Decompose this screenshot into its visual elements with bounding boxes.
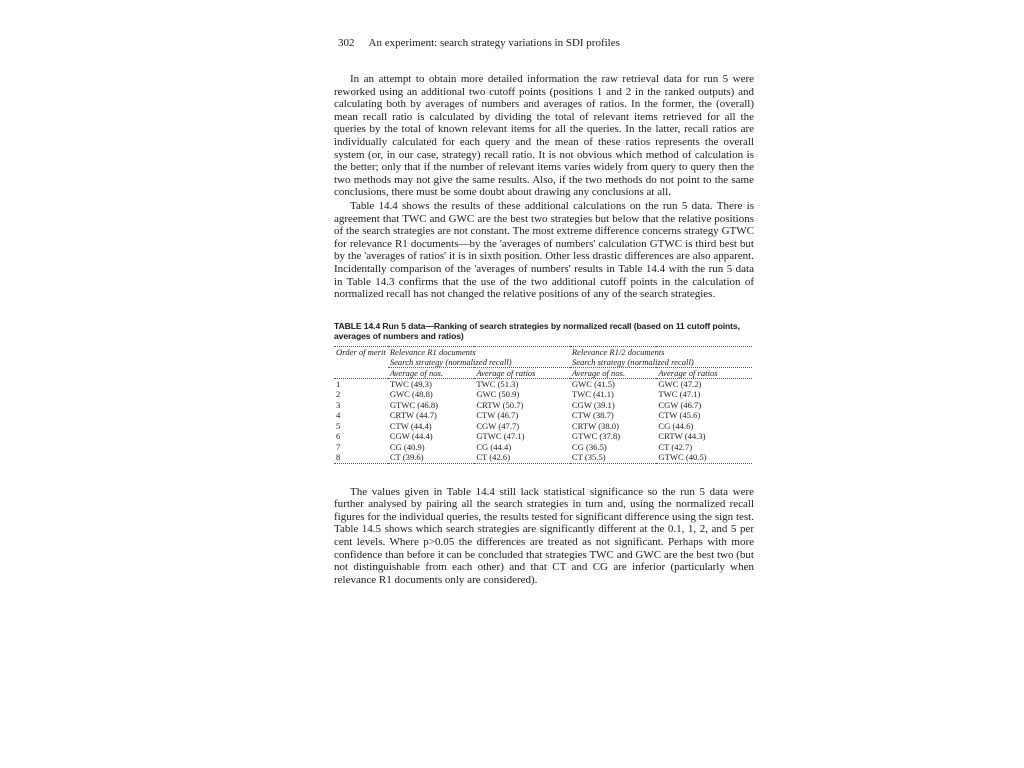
page-number: 302 <box>338 37 355 49</box>
r12-ratios-cell: GTWC (40.5) <box>658 452 707 463</box>
table-row <box>334 410 752 421</box>
r1-ratios-cell: CGW (47.7) <box>476 420 520 431</box>
table-caption-label: TABLE 14.4 <box>334 320 381 331</box>
table-column-header-row <box>334 367 752 378</box>
table-row <box>334 442 752 453</box>
table-row <box>334 421 752 432</box>
table-subheader-row <box>334 357 752 368</box>
table-row <box>334 389 752 400</box>
r12-ratios-cell: TWC (47.1) <box>658 389 701 400</box>
table-caption-text: Run 5 data—Ranking of search strategies by normalized recall (based on 11 cutoff points, averages of numbers and ratios) <box>334 320 740 342</box>
r1-ratios-cell: TWC (51.3) <box>476 378 519 389</box>
r12-nos-cell: CGW (39.1) <box>571 399 615 410</box>
order-cell: 8 <box>336 452 341 463</box>
order-cell: 2 <box>336 389 341 400</box>
col-header-r1-avg-nos: Average of nos. <box>388 367 475 378</box>
running-head-title: An experiment: search strategy variations in SDI profiles <box>368 37 620 49</box>
col-header-r1-avg-ratios: Average of ratios <box>474 367 570 378</box>
r1-ratios-cell: CT (42.6) <box>476 452 511 463</box>
col-header-r12-avg-nos: Average of nos. <box>570 367 657 378</box>
r12-nos-cell: CRTW (38.0) <box>571 420 619 431</box>
r12-ratios-cell: CTW (45.6) <box>658 410 701 421</box>
r1-nos-cell: CG (40.9) <box>389 441 425 452</box>
subheader-r1: Search strategy (normalized recall) <box>388 357 570 368</box>
order-of-merit-header: Order of merit <box>336 346 386 357</box>
table-row <box>334 378 752 389</box>
r12-nos-cell: CG (36.5) <box>571 441 607 452</box>
r1-nos-cell: TWC (49.3) <box>389 378 432 389</box>
group-header-r12: Relevance R1/2 documents <box>571 346 665 357</box>
table-group-header-row <box>334 346 752 357</box>
order-cell: 6 <box>336 431 341 442</box>
group-header-r1: Relevance R1 documents <box>389 346 476 357</box>
book-page <box>334 36 754 586</box>
table-row <box>334 400 752 411</box>
r12-ratios-cell: GWC (47.2) <box>658 378 702 389</box>
table-row <box>334 431 752 442</box>
r12-nos-cell: TWC (41.1) <box>571 389 614 400</box>
r12-ratios-cell: CGW (46.7) <box>658 399 702 410</box>
paragraph-3: The values given in Table 14.4 still lack statistical significance so the run 5 data were further analysed by pairing all the search strategies in turn and, using the normalized recall figures for the individual queries, the results tested for significant difference using the sign test. Table 14.5 shows which search strategies are significantly different at the 0.1, 1, 2, and 5 per cent levels. Where p>0.05 the differences are treated as not significant. Perhaps with more confidence than before it can be concluded that strategies TWC and GWC are the best two (but not distinguishable from each other) and that CT and CG are inferior (particularly when relevance R1 documents only are considered). <box>334 485 754 586</box>
r12-ratios-cell: CG (44.6) <box>658 420 694 431</box>
paragraph-1: In an attempt to obtain more detailed information the raw retrieval data for run 5 were reworked using an additional two cutoff points (positions 1 and 2 in the ranked outputs) and calculating both by averages of numbers and averages of ratios. In the former, the (overall) mean recall ratio is calculated by dividing the total of relevant items retrieved for all the queries by the total of known relevant items for all the queries. In the latter, recall ratios are individually calculated for each query and the mean of these ratios represents the overall system (or, in our case, strategy) recall ratio. It is not obvious which method of calculation is the better; only that if the number of relevant items varies widely from query to query then the two methods may not give the same results. Also, if the two methods do not point to the same conclusions, there must be some doubt about drawing any conclusions at all. <box>334 73 754 199</box>
table-row <box>334 452 752 463</box>
r1-ratios-cell: GWC (50.9) <box>476 389 520 400</box>
order-cell: 7 <box>336 441 341 452</box>
results-table <box>334 346 752 464</box>
r1-ratios-cell: CG (44.4) <box>476 441 512 452</box>
paragraph-2: Table 14.4 shows the results of these additional calculations on the run 5 data. There is agreement that TWC and GWC are the best two strategies but below that the relative positions of the search strategies are not constant. The most extreme difference concerns strategy GTWC for relevance R1 documents—by the 'averages of numbers' calculation GTWC is third best but by the 'averages of ratios' it is in sixth position. Other less drastic differences are also apparent. Incidentally comparison of the 'averages of numbers' results in Table 14.4 with the run 5 data in Table 14.3 confirms that the use of the two additional cutoff points in the calculation of normalized recall has not changed the relative positions of any of the search strategies. <box>334 199 754 301</box>
r12-nos-cell: CTW (38.7) <box>571 410 614 421</box>
table-caption <box>334 321 754 342</box>
order-cell: 5 <box>336 420 341 431</box>
order-cell: 4 <box>336 410 341 421</box>
r1-nos-cell: GTWC (46.8) <box>389 399 439 410</box>
r12-nos-cell: GWC (41.5) <box>571 378 615 389</box>
r1-ratios-cell: CTW (46.7) <box>476 410 519 421</box>
order-cell: 3 <box>336 399 341 410</box>
r1-nos-cell: CTW (44.4) <box>389 420 432 431</box>
r1-ratios-cell: CRTW (50.7) <box>476 399 524 410</box>
col-header-r12-avg-ratios: Average of ratios <box>656 367 752 378</box>
r1-nos-cell: CRTW (44.7) <box>389 410 437 421</box>
r12-ratios-cell: CRTW (44.3) <box>658 431 706 442</box>
r1-nos-cell: CGW (44.4) <box>389 431 433 442</box>
order-cell: 1 <box>336 378 341 389</box>
r12-nos-cell: GTWC (37.8) <box>571 431 621 442</box>
r1-nos-cell: CT (39.6) <box>389 452 424 463</box>
r12-nos-cell: CT (35.5) <box>571 452 606 463</box>
running-head <box>334 36 754 50</box>
subheader-r12: Search strategy (normalized recall) <box>570 357 752 368</box>
r1-nos-cell: GWC (48.8) <box>389 389 433 400</box>
r12-ratios-cell: CT (42.7) <box>658 441 693 452</box>
r1-ratios-cell: GTWC (47.1) <box>476 431 525 442</box>
